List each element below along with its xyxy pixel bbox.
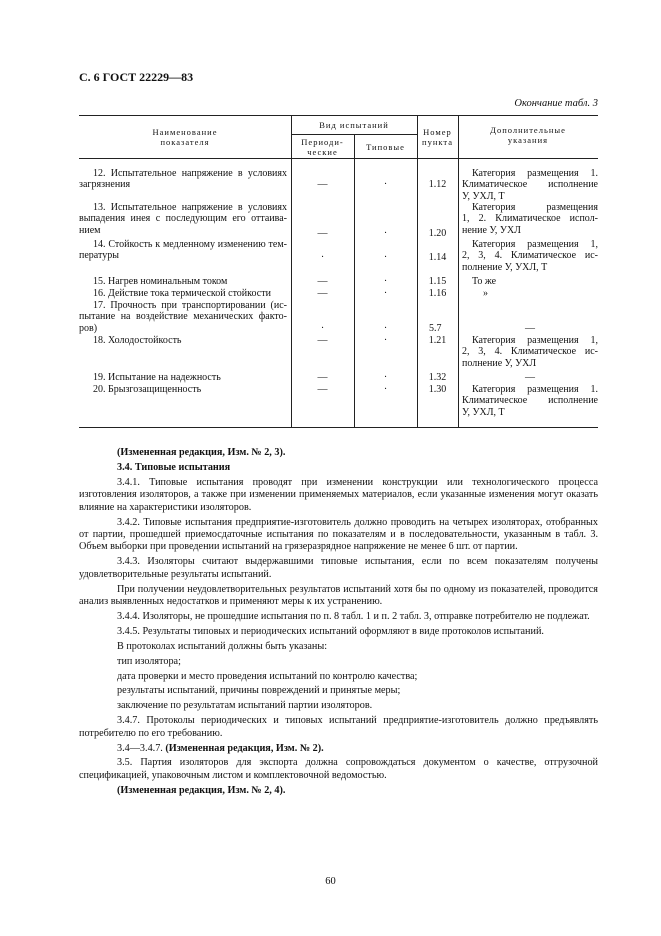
- table-cell-notes: Категория размещения 1, 2. Климатическое испол- нение У, УХЛ: [462, 202, 598, 236]
- table-cell-periodic: ·: [320, 252, 325, 263]
- list-item: заключение по результатам испытаний партии изоляторов.: [117, 700, 373, 712]
- table-row-name: 16. Действие тока термической стойкости: [93, 288, 271, 299]
- list-item: результаты испытаний, причины повреждений и принятые меры;: [117, 685, 401, 697]
- table-bottom-rule: [79, 427, 598, 428]
- table-row-name: 13. Испытательное напряжение в условиях выпадения инея с последующим его оттаива- нием: [79, 202, 287, 236]
- table-cell-periodic: —: [317, 372, 328, 383]
- table-cell-type: ·: [383, 372, 388, 383]
- table-row-name: 17. Прочность при транспортировании (ис- пытание на воздействие механических факто- ров): [79, 300, 287, 334]
- amendment-note: (Измененная редакция, Изм. № 2, 3).: [117, 447, 286, 458]
- table-row-name: 14. Стойкость к медленному изменению тем- пературы: [79, 239, 287, 262]
- table-cell-type: ·: [383, 179, 388, 190]
- section-heading: 3.4. Типовые испытания: [117, 461, 231, 473]
- test-table: [79, 115, 598, 428]
- clause-range: 3.4—3.4.7.: [117, 742, 163, 754]
- table-cell-notes: —: [525, 372, 535, 383]
- paragraph: 3.4.5. Результаты типовых и периодических испытаний оформляют в виде протоколов испытаний.: [117, 625, 544, 637]
- table-cell-notes: Категория размещения 1. Климатическое исполнение У, УХЛ, Т: [462, 168, 598, 202]
- table-cell-number: 1.12: [428, 179, 447, 190]
- col-header-number: Номер пункта: [422, 127, 453, 147]
- table-cell-type: ·: [383, 384, 388, 395]
- paragraph: При получении неудовлетворительных результатов испытаний хотя бы по одному из показателей, проводится анализ выявленных недостатков и применяют меры к их устранению.: [79, 583, 598, 607]
- table-cell-periodic: —: [317, 276, 328, 287]
- table-caption: Окончание табл. 3: [514, 98, 598, 109]
- table-row-name: 12. Испытательное напряжение в условиях загрязнения: [79, 168, 287, 191]
- table-cell-type: ·: [383, 288, 388, 299]
- col-header-kind: Вид испытаний: [319, 120, 389, 130]
- table-row-name: 18. Холодостойкость: [93, 335, 182, 346]
- table-row-name: 15. Нагрев номинальным током: [93, 276, 228, 287]
- body-text: [79, 447, 598, 800]
- paragraph: 3.4.4. Изоляторы, не прошедшие испытания по п. 8 табл. 1 и п. 2 табл. 3, отправке потребителю не подлежат.: [117, 610, 590, 622]
- table-row-name: 20. Брызгозащищенность: [93, 384, 202, 395]
- list-item: дата проверки и место проведения испытаний по контролю качества;: [117, 670, 418, 682]
- table-cell-number: 1.20: [428, 228, 447, 239]
- table-col-divider: [458, 115, 459, 427]
- table-cell-notes: »: [483, 288, 488, 299]
- paragraph: 3.5. Партия изоляторов для экспорта должна сопровождаться документом о качестве, отгрузочной спецификацией, упаковочным листом и комплектовочной ведомостью.: [79, 757, 598, 781]
- table-row-name: 19. Испытание на надежность: [93, 372, 221, 383]
- table-cell-type: ·: [383, 252, 388, 263]
- table-cell-periodic: ·: [320, 323, 325, 334]
- paragraph: 3.4.1. Типовые испытания проводят при изменении конструкции или технологического процесса изготовления изоляторов, а также при изменении применяемых материалов, если указанные изменения могут оказать влияние на характеристики изоляторов.: [79, 476, 598, 513]
- table-cell-notes: Категория размещения 1, 2, 3, 4. Климатическое ис- полнение У, УХЛ: [462, 335, 598, 369]
- table-cell-number: 1.21: [428, 335, 447, 346]
- table-cell-periodic: —: [317, 384, 328, 395]
- table-cell-number: 5.7: [429, 323, 442, 334]
- table-top-rule: [79, 115, 598, 116]
- table-cell-periodic: —: [317, 179, 328, 190]
- amendment-note: (Измененная редакция, Изм. № 2, 4).: [117, 784, 286, 796]
- table-header-rule: [79, 158, 598, 159]
- table-cell-number: 1.30: [428, 384, 447, 395]
- table-cell-notes: Категория размещения 1. Климатическое исполнение У, УХЛ, Т: [462, 384, 598, 418]
- list-intro: В протоколах испытаний должны быть указаны:: [117, 640, 328, 652]
- table-cell-type: ·: [383, 276, 388, 287]
- table-cell-type: ·: [383, 228, 388, 239]
- page-header: С. 6 ГОСТ 22229—83: [79, 70, 194, 84]
- col-header-notes: Дополнительные указания: [490, 125, 566, 145]
- col-header-type: Типовые: [366, 142, 405, 152]
- table-cell-periodic: —: [317, 335, 328, 346]
- table-cell-notes: Категория размещения 1, 2, 3, 4. Климатическое ис- полнение У, УХЛ, Т: [462, 239, 598, 273]
- table-cell-number: 1.32: [428, 372, 447, 383]
- table-cell-number: 1.14: [428, 252, 447, 263]
- paragraph: 3.4.7. Протоколы периодических и типовых испытаний предприятие-изготовитель должно предъявлять потребителю по его требованию.: [79, 715, 598, 739]
- table-cell-periodic: —: [317, 228, 328, 239]
- list-item: тип изолятора;: [117, 655, 181, 667]
- table-cell-notes: То же: [472, 276, 497, 287]
- amendment-note: [79, 743, 598, 755]
- paragraph: 3.4.3. Изоляторы считают выдержавшими типовые испытания, если по всем показателям получены удовлетворительные результаты испытаний.: [79, 556, 598, 580]
- table-cell-periodic: —: [317, 288, 328, 299]
- table-cell-type: ·: [383, 335, 388, 346]
- table-cell-number: 1.15: [428, 276, 447, 287]
- paragraph: 3.4.2. Типовые испытания предприятие-изготовитель должно проводить на четырех изоляторах, отобранных от партии, прошедшей приемосдаточные испытания по показателям и в последовательности, указанным в табл. 3. Объем выборки при проведении испытаний на грязеразрядное напряжение не менее 6 шт. от партии.: [79, 516, 598, 553]
- table-cell-type: ·: [383, 323, 388, 334]
- table-cell-notes: —: [525, 323, 535, 334]
- amendment-label: (Измененная редакция, Изм. № 2).: [165, 742, 324, 754]
- col-header-periodic: Периоди- ческие: [301, 137, 344, 157]
- page-number: 60: [325, 876, 336, 887]
- table-cell-number: 1.16: [428, 288, 447, 299]
- col-header-name: Наименование показателя: [152, 127, 218, 147]
